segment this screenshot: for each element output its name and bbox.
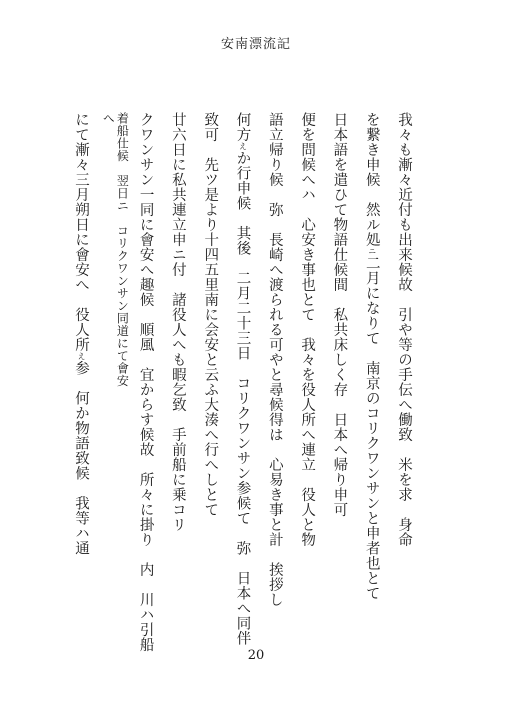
page-number: 20 [247,648,265,663]
text-column-9: クワンサン一同に會安へ趣候 順風 宜からす候故 所々に掛り 内 川ハ引船 [137,112,154,652]
body-text [65,112,420,652]
small-kana: ニ [367,247,377,256]
warichu-annotation [101,112,129,387]
text-column-5: 語立帰り候 弥 長崎へ渡られる可やと尋候得は 心易き事と計 挨拶し [266,112,283,607]
text-column-4: 便を問候へハ 心安き事也とて 我々を役人所へ連立 役人と物 [299,112,316,547]
text-column-3: 日本語を遣ひて物語仕候間 私共床しく存 日本へ帰り申可 [331,112,348,517]
text-column-7: 致可 先ツ是より十四五里南に会安と云ふ大湊へ行へしとて [202,112,219,517]
text-column-1: 我々も漸々近付も出来候故 引や等の手伝へ働致 米を求 身命 [396,112,412,547]
running-head: 安南漂流記 [220,37,291,52]
text-column-10 [97,112,129,622]
text-segment: 二月になりて 南京のコリクワンサンと申者也とて [363,255,380,601]
small-kana: え [238,142,248,151]
warichu-left-line: へ [101,112,116,125]
small-kana: え [77,352,87,361]
text-segment: か行申候 其後 二月二十三日 コリクワンサン参候て 弥 日本へ同伴 [234,150,251,646]
text-column-8: 廿六日に私共連立申ニ付 諸役人へも暇乞致 手前船に乗コリ [169,112,186,532]
text-segment: 何方 [234,112,251,142]
text-segment: 参 何か物語致候 我等ハ通 [73,360,90,556]
text-segment: を繋き申候 然ル処 [363,112,380,247]
text-column-6 [226,112,258,646]
warichu-right-line: 着船仕候 翌日ニ コリクワンサン同道にて會安 [115,112,130,387]
text-column-11 [65,112,97,622]
text-segment: にて漸々三月朔日に會安へ 役人所 [73,112,90,352]
text-column-2 [355,112,387,622]
